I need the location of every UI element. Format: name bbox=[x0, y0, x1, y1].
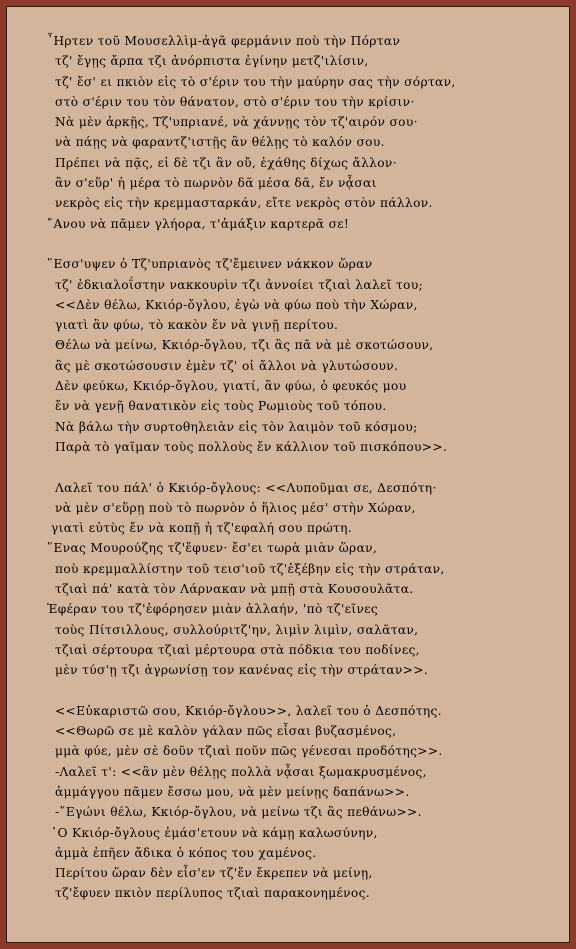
verse-line: Πρέπει νὰ πᾷς, εἰ δὲ τζι ἂν οὔ, ἐχάθης δίχως ἄλλον· bbox=[55, 155, 397, 170]
verse-line: μμὰ φύε, μὲν σὲ δοῦν τζιαὶ ποῦν πῶς γένεσαι προδότης>>. bbox=[55, 744, 443, 759]
verse-line: Νὰ μὲν ἀρκῇς, Τζ'υπριανέ, νὰ χάννῃς τὸν τζ'αιρόν σου· bbox=[55, 115, 418, 130]
verse-line: Νὰ βάλω τὴν συρτοθηλειὰν εἰς τὸν λαιμὸν τοῦ κόσμου; bbox=[55, 419, 418, 434]
verse-line: ἂν σ'εὕρ' ἡ μέρα τὸ πωρνὸν δᾶ μέσα δᾶ, ἔν νᾆσαι bbox=[55, 176, 377, 191]
verse-line: -῎Εγώνι θέλω, Κκιόρ-ὄγλου, νὰ μείνω τζι ἂς πεθάνω>>. bbox=[55, 805, 422, 820]
poem-body bbox=[47, 31, 551, 904]
verse-line: ποὺ κρεμμαλλίστην τοῦ τεισ'ιοῦ τζ'ἐξέβην εἰς τὴν στράταν, bbox=[55, 561, 445, 576]
verse-line: τοὺς Πίτσιλλους, συλλούριτζ'ην, λιμὶν λιμὶν, σαλᾶταν, bbox=[55, 622, 419, 637]
verse-line: τζιαὶ πά' κατὰ τὸν Λάρνακαν νὰ μπῇ στὰ Κουσουλᾶτα. bbox=[55, 582, 414, 597]
verse-line: Περίτου ὥραν δὲν εἶσ'εν τζ'ἔν ἔκρεπεν νὰ μείνῃ, bbox=[55, 866, 373, 881]
verse-line: Ἐφέραν του τζ'ἐφόρησεν μιὰν ἀλλαήν, 'πὸ τζ'εῖνες bbox=[47, 602, 379, 617]
verse-line: <<Θωρῶ σε μὲ καλὸν γάλαν πῶς εἶσαι βυζασμένος, bbox=[55, 724, 397, 739]
verse-line: τζ' ἔσ' ει πκιὸν εἰς τὸ σ'έριν του τὴν μαύρην σας τὴν σόρταν, bbox=[55, 74, 456, 89]
verse-line: νεκρὸς εἰς τὴν κρεμμασταρκάν, εἴτε νεκρὸς στὸν πάλλον. bbox=[55, 196, 433, 211]
verse-line: ἀμμάγγου πᾶμεν ἔσσω μου, νὰ μὲν μείνῃς δαπάνω>>. bbox=[55, 784, 410, 799]
stanza bbox=[47, 701, 551, 904]
verse-line: ἂς μὲ σκοτώσουσιν ἐμὲν τζ' οἱ ἄλλοι νὰ γλυτώσουν. bbox=[55, 358, 399, 373]
verse-line: ῞Εσσ'υψεν ὁ Τζ'υπριανὸς τζ'ἔμεινεν νάκκον ὥραν bbox=[47, 257, 373, 272]
verse-line: Δὲν φεύκω, Κκιόρ-ὄγλου, γιατί, ἂν φύω, ὁ φευκός μου bbox=[55, 379, 407, 394]
verse-line: Θέλω νὰ μείνω, Κκιόρ-ὄγλου, τζι ἂς πᾶ νὰ μὲ σκοτώσουν, bbox=[55, 338, 434, 353]
verse-line: <<Εὐκαριστῶ σου, Κκιόρ-ὄγλου>>, λαλεῖ του ὁ Δεσπότης. bbox=[55, 703, 442, 718]
verse-line: μὲν τύσ'ῃ τζι ἀγρωνίσῃ τον κανένας εἰς τὴν στράταν>>. bbox=[55, 663, 429, 678]
verse-line: τζιαὶ σέρτουρα τζιαὶ μέρτουρα στὰ πόδκια του ποδίνες, bbox=[55, 642, 420, 657]
verse-line: ῎Ανου νὰ πᾶμεν γλήορα, τ'ἀμάξιν καρτερᾶ σε! bbox=[47, 216, 350, 231]
verse-line: ῏Ηρτεν τοῦ Μουσελλὶμ-ἀγᾶ φερμάνιν ποὺ τὴν Πόρταν bbox=[47, 34, 401, 48]
verse-line: Παρὰ τὸ γαῖμαν τοὺς πολλοὺς ἔν κάλλιον τοῦ πισκόπου>>. bbox=[55, 439, 448, 454]
stanza-gap bbox=[47, 681, 551, 701]
verse-line: <<Δὲν θέλω, Κκιόρ-ὄγλου, ἐγὼ νὰ φύω ποὺ τὴν Χώραν, bbox=[55, 297, 418, 312]
verse-line: τζ' ἐδκιαλοΐστην νακκουρὶν τζι ἀννοίει τζιαὶ λαλεῖ του; bbox=[55, 277, 424, 292]
verse-line: γιατὶ εὐτὺς ἔν νὰ κοπῇ ἡ τζ'εφαλή σου πρώτη. bbox=[51, 521, 352, 536]
verse-line: τζ'ἔφυεν πκιὸν περίλυπος τζιαὶ παρακονημένος. bbox=[55, 886, 370, 901]
verse-line: τζ' ἔγῃς ἄρπα τζι ἀνόρπιστα ἐγίνην μετζ'ιλίσιν, bbox=[55, 54, 369, 69]
verse-line: Λαλεῖ του πάλ' ὁ Κκιόρ-ὄγλους: <<Λυποῦμαι σε, Δεσπότη· bbox=[55, 480, 437, 495]
verse-line: νὰ πάῃς νὰ φαραντζ'ιστῇς ἂν θέλῃς τὸ καλόν σου. bbox=[55, 135, 385, 150]
verse-line: -Λαλεῖ τ': <<ἂν μὲν θέλῃς πολλὰ νᾆσαι ξωμακρυσμένος, bbox=[55, 764, 427, 779]
verse-line: στὸ σ'έριν του τὸν θάνατον, στὸ σ'έριν του τὴν κρίσιν· bbox=[55, 94, 415, 109]
stanza bbox=[47, 254, 551, 457]
verse-line: ἀμμὰ ἐπῆεν ἄδικα ὁ κόπος του χαμένος. bbox=[55, 845, 317, 860]
poem-page bbox=[6, 6, 570, 943]
stanza-gap bbox=[47, 457, 551, 477]
stanza-gap bbox=[47, 234, 551, 254]
verse-line: ῞Ενας Μουρούζης τζ'ἔφυεν· ἔσ'ει τωρὰ μιὰν ὥραν, bbox=[47, 541, 378, 556]
verse-line: νὰ μὲν σ'εὕρῃ ποὺ τὸ πωρνὸν ὁ ἥλιος μέσ' στὴν Χώραν, bbox=[55, 500, 416, 515]
verse-line: γιατὶ ἂν φύω, τὸ κακὸν ἔν νὰ γινῇ περίτου. bbox=[55, 318, 339, 333]
stanza bbox=[47, 478, 551, 681]
stanza bbox=[47, 31, 551, 234]
verse-line: ῾Ο Κκιόρ-ὄγλους ἐμάσ'ετουν νὰ κάμῃ καλωσύνην, bbox=[51, 825, 378, 840]
verse-line: ἔν νὰ γενῇ θανατικὸν εἰς τοὺς Ρωμιοὺς τοῦ τόπου. bbox=[55, 399, 387, 414]
